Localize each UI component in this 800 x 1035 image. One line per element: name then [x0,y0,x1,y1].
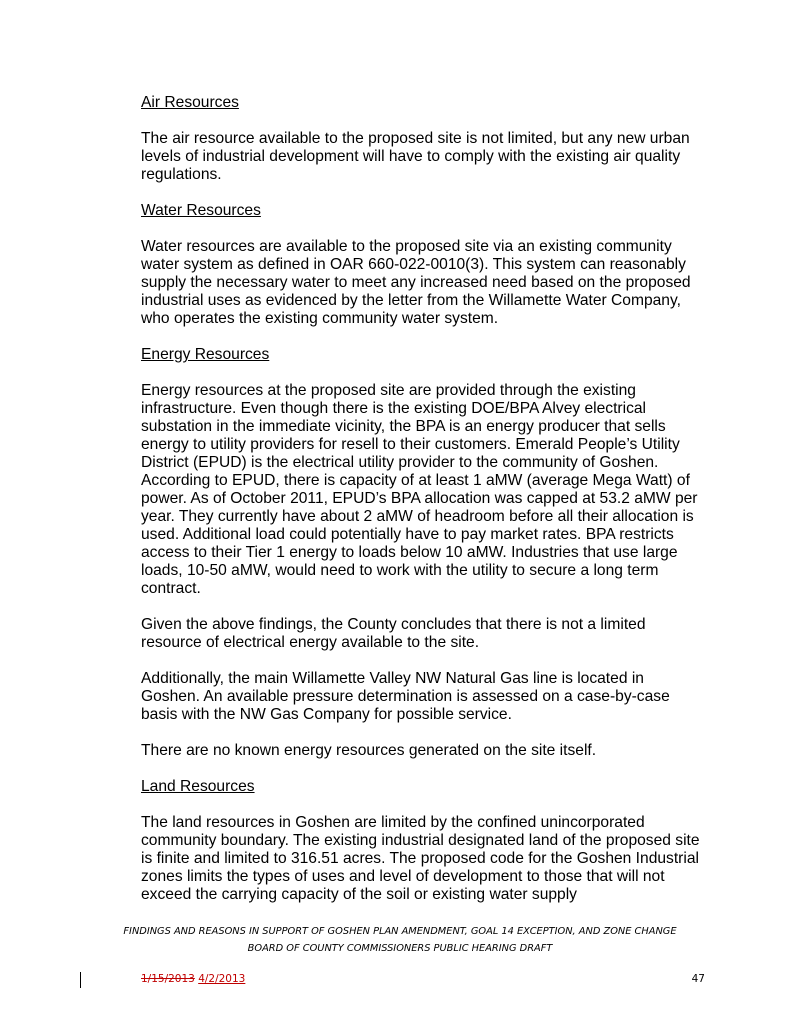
section-energy-resources [141,346,701,760]
section-air-resources [141,94,701,184]
footer-subtitle-line: BOARD OF COUNTY COMMISSIONERS PUBLIC HEARING DRAFT [247,943,553,954]
deleted-date: 1/15/2013 [141,973,195,985]
section-water-resources [141,202,701,328]
paragraph: Energy resources at the proposed site are provided through the existing infrastructure. Even though there is the existing DOE/BPA Alvey electrical substation in the immediate vicinity, the BPA is an energy producer that sells energy to utility providers for resell to their customers. Emerald People’s Utility District (EPUD) is the electrical utility provider to the community of Goshen. According to EPUD, there is capacity of at least 1 aMW (average Mega Watt) of power. As of October 2011, EPUD’s BPA allocation was capped at 53.2 aMW per year. They currently have about 2 aMW of headroom before all their allocation is used. Additional load could potentially have to pay market rates. BPA restricts access to their Tier 1 energy to loads below 10 aMW. Industries that use large loads, 10-50 aMW, would need to work with the utility to secure a long term contract. [141,382,698,597]
paragraph: Given the above findings, the County concludes that there is not a limited resource of electrical energy available to the site. [141,616,646,651]
page-number: 47 [691,973,705,985]
footer-title-line: FINDINGS AND REASONS IN SUPPORT OF GOSHEN PLAN AMENDMENT, GOAL 14 EXCEPTION, AND ZONE CHANGE [123,926,677,937]
footer-bottom-row [0,972,800,992]
revision-date [141,973,245,985]
section-land-resources [141,778,701,904]
document-body [141,94,701,922]
section-heading: Land Resources [141,778,255,795]
section-heading: Air Resources [141,94,239,111]
page-footer [60,923,740,957]
revision-bar [80,972,81,988]
paragraph: The land resources in Goshen are limited by the confined unincorporated community boundary. The existing industrial designated land of the proposed site is finite and limited to 316.51 acres. The proposed code for the Goshen Industrial zones limits the types of uses and level of development to those that will not exceed the carrying capacity of the soil or existing water supply [141,814,700,903]
section-heading: Water Resources [141,202,261,219]
paragraph: Additionally, the main Willamette Valley NW Natural Gas line is located in Goshen. An available pressure determination is assessed on a case-by-case basis with the NW Gas Company for possible service. [141,670,670,723]
inserted-date: 4/2/2013 [198,973,246,985]
paragraph: The air resource available to the proposed site is not limited, but any new urban levels of industrial development will have to comply with the existing air quality regulations. [141,130,690,183]
paragraph: There are no known energy resources generated on the site itself. [141,742,597,759]
section-heading: Energy Resources [141,346,270,363]
paragraph: Water resources are available to the proposed site via an existing community water system as defined in OAR 660-022-0010(3). This system can reasonably supply the necessary water to meet any increased need based on the proposed industrial uses as evidenced by the letter from the Willamette Water Company, who operates the existing community water system. [141,238,691,327]
